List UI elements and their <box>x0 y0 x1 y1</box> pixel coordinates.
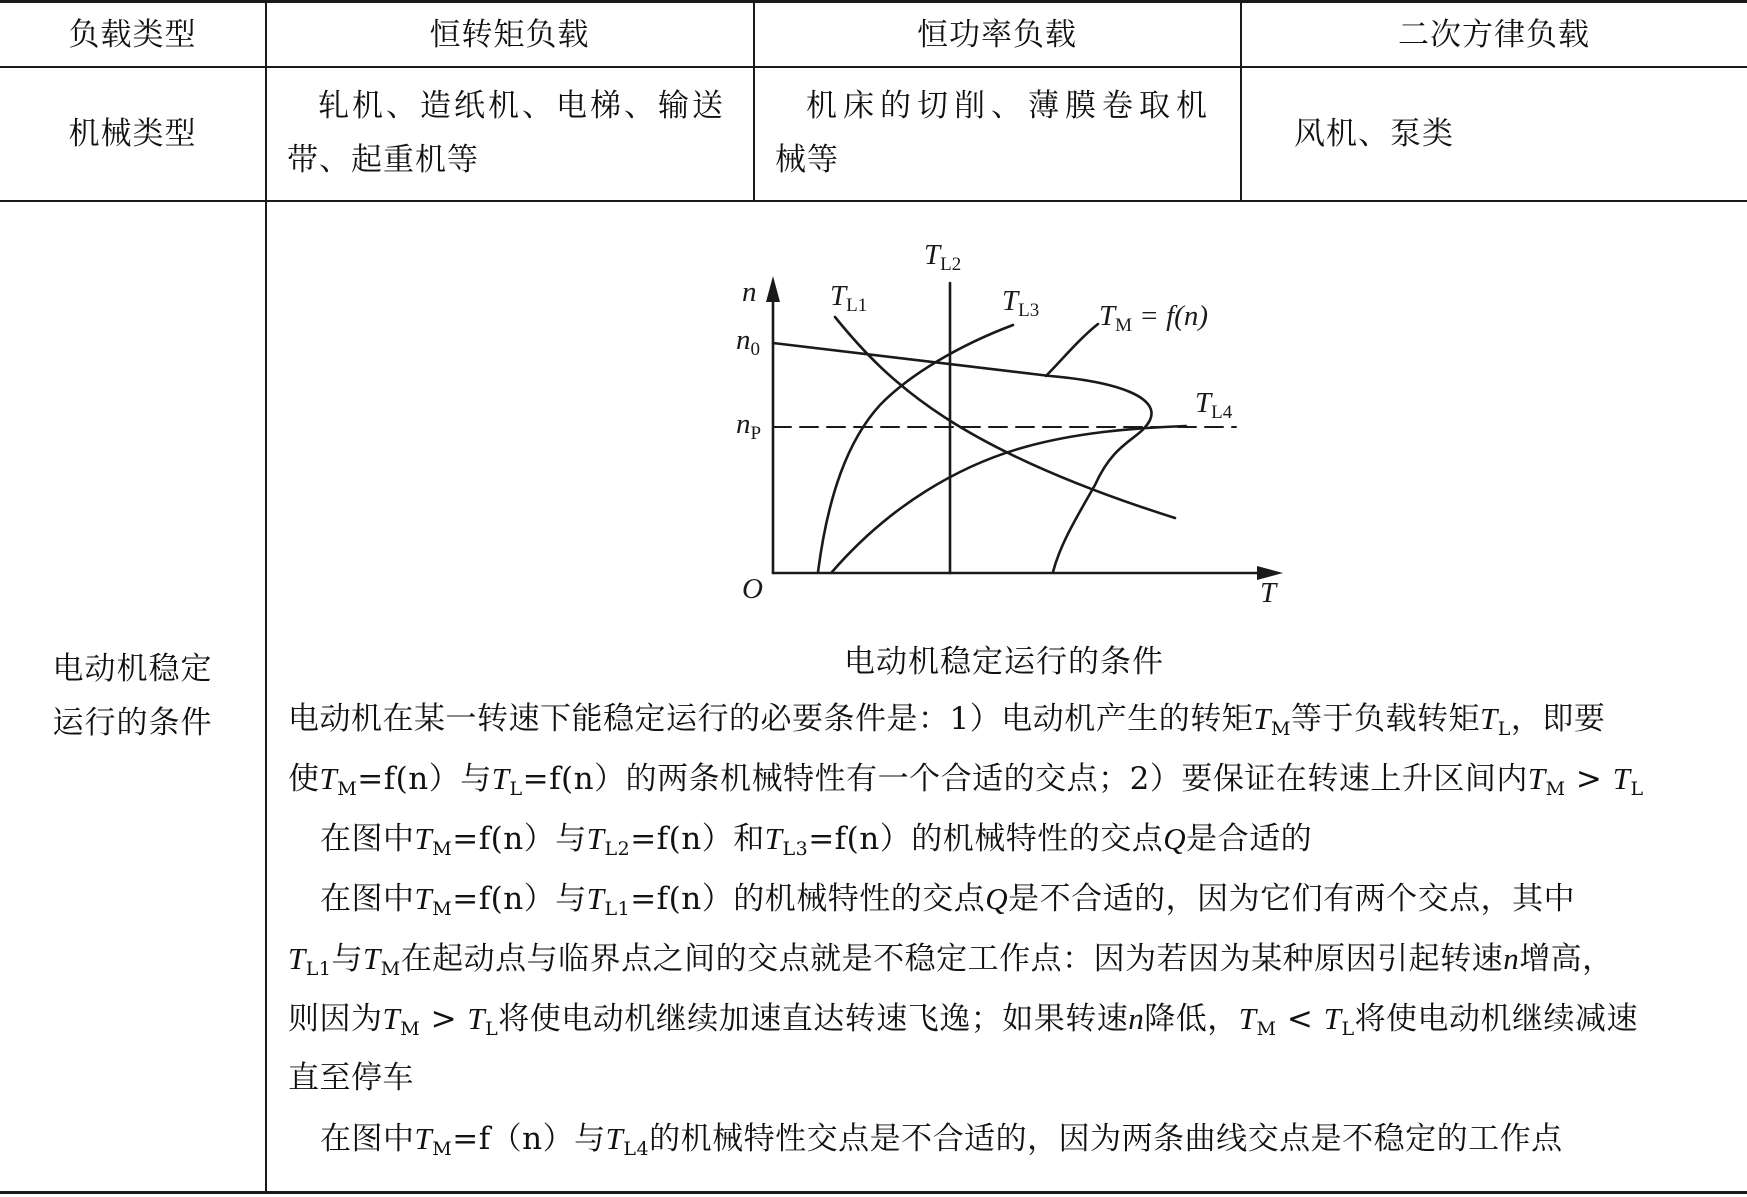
paragraph-line-8: 在图中TM=f（n）与TL4的机械特性交点是不合适的，因为两条曲线交点是不稳定的工作点 <box>320 1121 1563 1160</box>
n-axis-label: n <box>742 276 757 308</box>
tl1-label: $T_{L1}$ <box>830 280 868 316</box>
origin-label: O <box>742 573 763 605</box>
paragraph-line-6: 则因为TM > TL将使电动机继续加速直达转速飞逸；如果转速n降低，TM < TL将使电动机继续减速 <box>288 1001 1639 1040</box>
tm-label: $T_M = f(n)$ <box>1099 300 1208 336</box>
constant-torque-machines-line2: 带、起重机等 <box>287 142 479 178</box>
tl3-label: $T_{L3}$ <box>1002 285 1040 321</box>
n0-label: $n_0$ <box>736 324 760 360</box>
square-law-machines: 风机、泵类 <box>1294 116 1454 152</box>
tm-curve <box>773 343 1152 572</box>
tl4-curve <box>832 426 1186 572</box>
paragraph-line-5: TL1与TM在起动点与临界点之间的交点就是不稳定工作点：因为若因为某种原因引起转速n增高， <box>288 941 1614 980</box>
header-constant-power: 恒功率负载 <box>917 17 1077 53</box>
np-label: $n_P$ <box>736 408 762 444</box>
n-axis-arrow <box>766 276 780 302</box>
constant-power-machines-line1: 机床的切削、薄膜卷取机 <box>806 88 1213 124</box>
paragraph-line-3: 在图中TM=f(n）与TL2=f(n）和TL3=f(n）的机械特性的交点Q是合适的 <box>320 821 1313 860</box>
tl3-curve <box>818 325 1013 572</box>
header-square-law: 二次方律负载 <box>1398 17 1590 53</box>
constant-power-machines-line2: 械等 <box>775 142 839 178</box>
paragraph-line-1: 电动机在某一转速下能稳定运行的必要条件是：1）电动机产生的转矩TM等于负载转矩TL，即要 <box>288 701 1606 740</box>
row-label-machine-type: 机械类型 <box>68 116 197 152</box>
header-load-type: 负载类型 <box>68 17 197 53</box>
row-label-stable-line2: 运行的条件 <box>52 705 213 741</box>
t-axis-label: T <box>1260 577 1277 609</box>
figure-caption: 电动机稳定运行的条件 <box>844 644 1164 680</box>
header-constant-torque: 恒转矩负载 <box>429 17 590 53</box>
tl1-curve <box>835 317 1175 518</box>
constant-torque-machines-line1: 轧机、造纸机、电梯、输送 <box>318 88 726 124</box>
row-label-stable-line1: 电动机稳定 <box>52 651 213 687</box>
tl2-label: $T_{L2}$ <box>924 239 962 275</box>
paragraph-line-7: 直至停车 <box>288 1060 414 1096</box>
paragraph-line-4: 在图中TM=f(n）与TL1=f(n）的机械特性的交点Q是不合适的，因为它们有两个交点，其中 <box>320 881 1576 920</box>
paragraph-line-2: 使TM=f(n）与TL=f(n）的两条机械特性有一个合适的交点；2）要保证在转速上升区间内TM > TL <box>288 761 1644 800</box>
tl4-label: $T_{L4}$ <box>1195 387 1233 423</box>
tm-leader-line <box>1046 324 1098 376</box>
